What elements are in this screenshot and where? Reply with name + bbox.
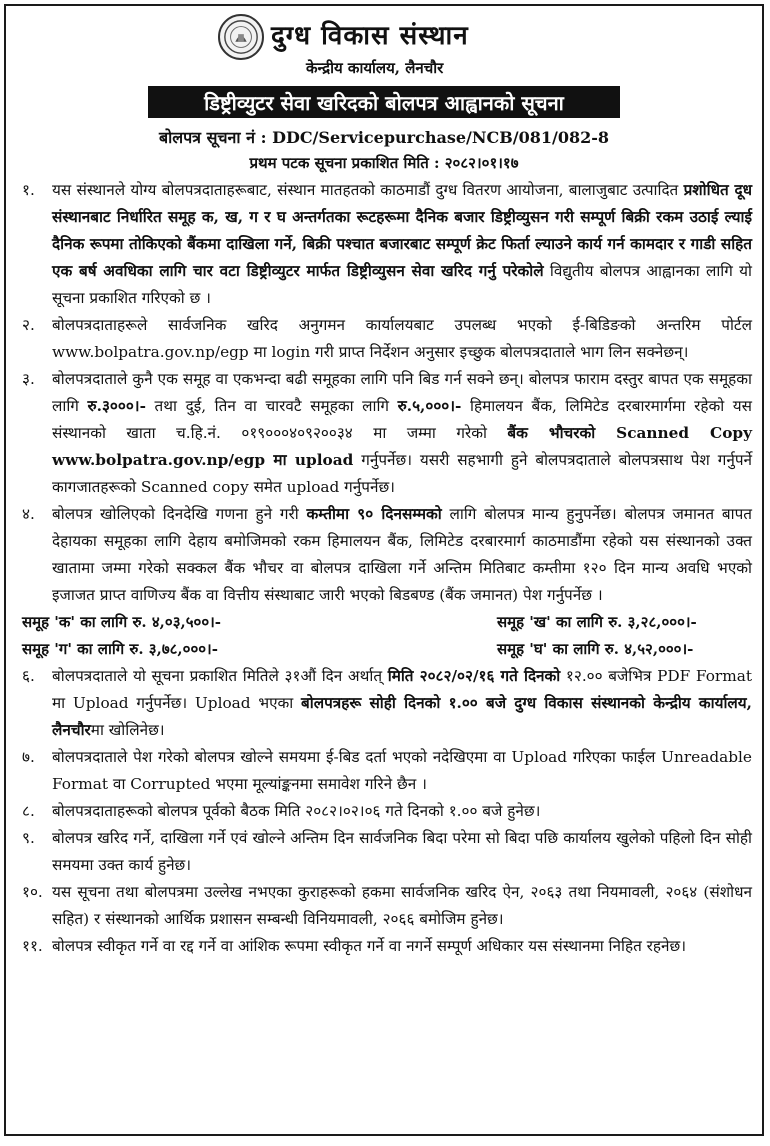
item-number: ७. bbox=[22, 748, 35, 766]
office-name: केन्द्रीय कार्यालय, लैनचौर bbox=[306, 59, 444, 77]
item-text-bold: मिति २०८२/०२/१६ गते दिनको bbox=[387, 667, 561, 685]
publication-date: प्रथम पटक सूचना प्रकाशित मिति : २०८२।०१।१७ bbox=[249, 154, 519, 172]
notice-item bbox=[22, 177, 752, 312]
item-number: ११. bbox=[22, 937, 43, 955]
item-text-segment: बोलपत्रदाताहरूले सार्वजनिक खरिद अनुगमन कार्यालयबाट उपलब्ध भएको ई-बिडिङको अन्तरिम पोर्टल www.bolpatra.gov.np/egp मा login गरी प्राप्त निर्देशन अनुसार इच्छुक बोलपत्रदाताले भाग लिन सक्नेछन्। bbox=[52, 316, 752, 361]
item-text-segment: तथा दुई, तिन वा चारवटै समूहका लागि bbox=[145, 397, 398, 415]
item-number: २. bbox=[22, 316, 35, 334]
item-number: ६. bbox=[22, 667, 35, 685]
notice-item bbox=[22, 501, 752, 609]
amount-group-kha: समूह 'ख' का लागि रु. ३,२८,०००।- bbox=[497, 613, 697, 631]
item-text-segment: लागि बोलपत्र मान्य हुनुपर्नेछ। बोलपत्र जमानत बापत देहायका समूहका लागि देहाय बमोजिमको रकम हिमालयन बैंक, लिमिटेड दरबारमार्ग काठमाडौंमा रहेको यस संस्थानको उक्त खातामा जम्मा गरेको सक्कल बैंक भौचर वा बोलपत्र दाखिला गर्ने अन्तिम मितिबाट कम्तीमा १२० दिन मान्य अवधि भएको इजाजत प्राप्त वाणिज्य बैंक वा वित्तीय संस्थाबाट जारी भएको बिडबण्ड (बैंक जमानत) पेश गर्नुपर्नेछ । bbox=[52, 505, 752, 604]
item-number: १. bbox=[22, 181, 35, 199]
notice-item bbox=[22, 744, 752, 798]
item-text bbox=[52, 744, 752, 798]
item-text-bold: बोलपत्रहरू सोही दिनको १.०० बजे दुग्ध विकास संस्थानको केन्द्रीय कार्यालय, लैनचौर bbox=[52, 694, 752, 739]
item-text-segment: हिमालयन बैंक, लिमिटेड दरबारमार्गमा रहेको यस संस्थानको खाता च.हि.नं. ०१९०००४०९२००३४ मा जम्मा गरेको bbox=[52, 397, 752, 442]
bid-security-amounts bbox=[22, 609, 752, 663]
item-text-segment: मा खोलिनेछ। bbox=[90, 721, 165, 739]
header bbox=[6, 6, 762, 86]
item-text-segment: बोलपत्र स्वीकृत गर्ने वा रद्द गर्ने वा आंशिक रूपमा स्वीकृत गर्ने वा नगर्ने सम्पूर्ण अधिकार यस संस्थानमा निहित रहनेछ। bbox=[52, 937, 687, 955]
item-text bbox=[52, 312, 752, 366]
notice-reference-number: बोलपत्र सूचना नं : DDC/Servicepurchase/NCB/081/082-8 bbox=[158, 128, 610, 147]
item-text bbox=[52, 366, 752, 501]
item-text-segment: यस संस्थानले योग्य बोलपत्रदाताहरूबाट, संस्थान मातहतको काठमाडौं दुग्ध वितरण आयोजना, बालाजुबाट उत्पादित bbox=[52, 181, 684, 199]
item-number: १०. bbox=[22, 883, 43, 901]
item-text-segment: बोलपत्र खरिद गर्ने, दाखिला गर्ने एवं खोल्ने अन्तिम दिन सार्वजनिक बिदा परेमा सो बिदा पछि कार्यालय खुलेको पहिलो दिन सोही समयमा उक्त कार्य हुनेछ। bbox=[52, 829, 752, 874]
item-text bbox=[52, 501, 752, 609]
item-text-segment: बोलपत्रदाताहरूको बोलपत्र पूर्वको बैठक मिति २०८२।०२।०६ गते दिनको १.०० बजे हुनेछ। bbox=[52, 802, 541, 820]
item-text bbox=[52, 798, 752, 825]
notice-item bbox=[22, 798, 752, 825]
item-text-bold: रु.३०००।- bbox=[87, 397, 146, 415]
item-text bbox=[52, 933, 752, 960]
amount-group-gha: समूह 'घ' का लागि रु. ४,५२,०००।- bbox=[497, 640, 694, 658]
item-number: ८. bbox=[22, 802, 35, 820]
item-text bbox=[52, 879, 752, 933]
item-text bbox=[52, 663, 752, 744]
item-text-bold: बैंक भौचरको Scanned Copy www.bolpatra.gov.np/egp मा upload bbox=[52, 424, 752, 469]
item-text bbox=[52, 825, 752, 879]
amount-group-ga: समूह 'ग' का लागि रु. ३,७८,०००।- bbox=[22, 640, 218, 658]
notice-item bbox=[22, 312, 752, 366]
item-text-segment: बोलपत्रदाताले कुनै एक समूह वा एकभन्दा बढी समूहका लागि पनि बिड गर्न सक्ने छन्। बोलपत्र फाराम दस्तुर बापत एक समूहका लागि bbox=[52, 370, 752, 415]
notice-item bbox=[22, 663, 752, 744]
item-text-segment: बोलपत्र खोलिएको दिनदेखि गणना हुने गरी bbox=[52, 505, 307, 523]
item-text-segment: यस सूचना तथा बोलपत्रमा उल्लेख नभएका कुराहरूको हकमा सार्वजनिक खरिद ऐन, २०६३ तथा नियमावली, २०६४ (संशोधन सहित) र संस्थानको आर्थिक प्रशासन सम्बन्धी विनियमावली, २०६६ बमोजिम हुनेछ। bbox=[52, 883, 752, 928]
amount-row bbox=[22, 636, 752, 663]
notice-items bbox=[22, 177, 752, 960]
item-text-bold: प्रशोधित दूध संस्थानबाट निर्धारित समूह क, ख, ग र घ अन्तर्गतका रूटहरूमा दैनिक बजार डिष्ट्रीव्युसन गरी सम्पूर्ण बिक्री रकम उठाई ल्याई दैनिक रूपमा तोकिएको बैंकमा दाखिला गर्ने, बिक्री पश्चात बजारबाट सम्पूर्ण क्रेट फिर्ता ल्याउने कार्य गर्न कामदार र गाडी सहित एक बर्ष अवधिका लागि चार वटा डिष्ट्रीव्युटर मार्फत डिष्ट्रीव्युसन सेवा खरिद गर्नु परेकोले bbox=[52, 181, 752, 280]
notice-item bbox=[22, 933, 752, 960]
item-text-bold: रु.५,०००।- bbox=[397, 397, 462, 415]
item-text-bold: कम्तीमा ९० दिनसम्मको bbox=[306, 505, 442, 523]
notice-item bbox=[22, 366, 752, 501]
item-text-segment: बोलपत्रदाताले पेश गरेको बोलपत्र खोल्ने समयमा ई-बिड दर्ता भएको नदेखिएमा वा Upload गरिएका फाईल Unreadable Format वा Corrupted भएमा मूल्यांङ्कनमा समावेश गरिने छैन । bbox=[52, 748, 752, 793]
organization-name: दुग्ध विकास संस्थान bbox=[271, 21, 469, 51]
item-text bbox=[52, 177, 752, 312]
notice-item bbox=[22, 879, 752, 933]
item-text-segment: गर्नुपर्नेछ। यसरी सहभागी हुने बोलपत्रदाताले बोलपत्रसाथ पेश गर्नुपर्ने कागजातहरूको Scanned copy समेत upload गर्नुपर्नेछ। bbox=[52, 451, 752, 496]
item-number: ९. bbox=[22, 829, 35, 847]
items-group-a bbox=[22, 177, 752, 609]
notice-item bbox=[22, 825, 752, 879]
item-number: ३. bbox=[22, 370, 35, 388]
amount-row bbox=[22, 609, 752, 636]
notice-title: डिष्ट्रीव्युटर सेवा खरिदको बोलपत्र आह्वानको सूचना bbox=[148, 86, 620, 118]
items-group-b bbox=[22, 663, 752, 960]
notice-page bbox=[4, 4, 764, 1136]
organization-logo-icon bbox=[218, 14, 264, 60]
item-text-segment: विद्युतीय बोलपत्र आह्वानका लागि यो सूचना प्रकाशित गरिएको छ । bbox=[52, 262, 752, 307]
amount-group-ka: समूह 'क' का लागि रु. ४,०३,५००।- bbox=[22, 613, 222, 631]
item-number: ४. bbox=[22, 505, 35, 523]
item-text-segment: बोलपत्रदाताले यो सूचना प्रकाशित मितिले ३१औं दिन अर्थात् bbox=[52, 667, 388, 685]
item-text-segment: १२.०० बजेभित्र PDF Format मा Upload गर्नुपर्नेछ। Upload भएका bbox=[52, 667, 752, 712]
